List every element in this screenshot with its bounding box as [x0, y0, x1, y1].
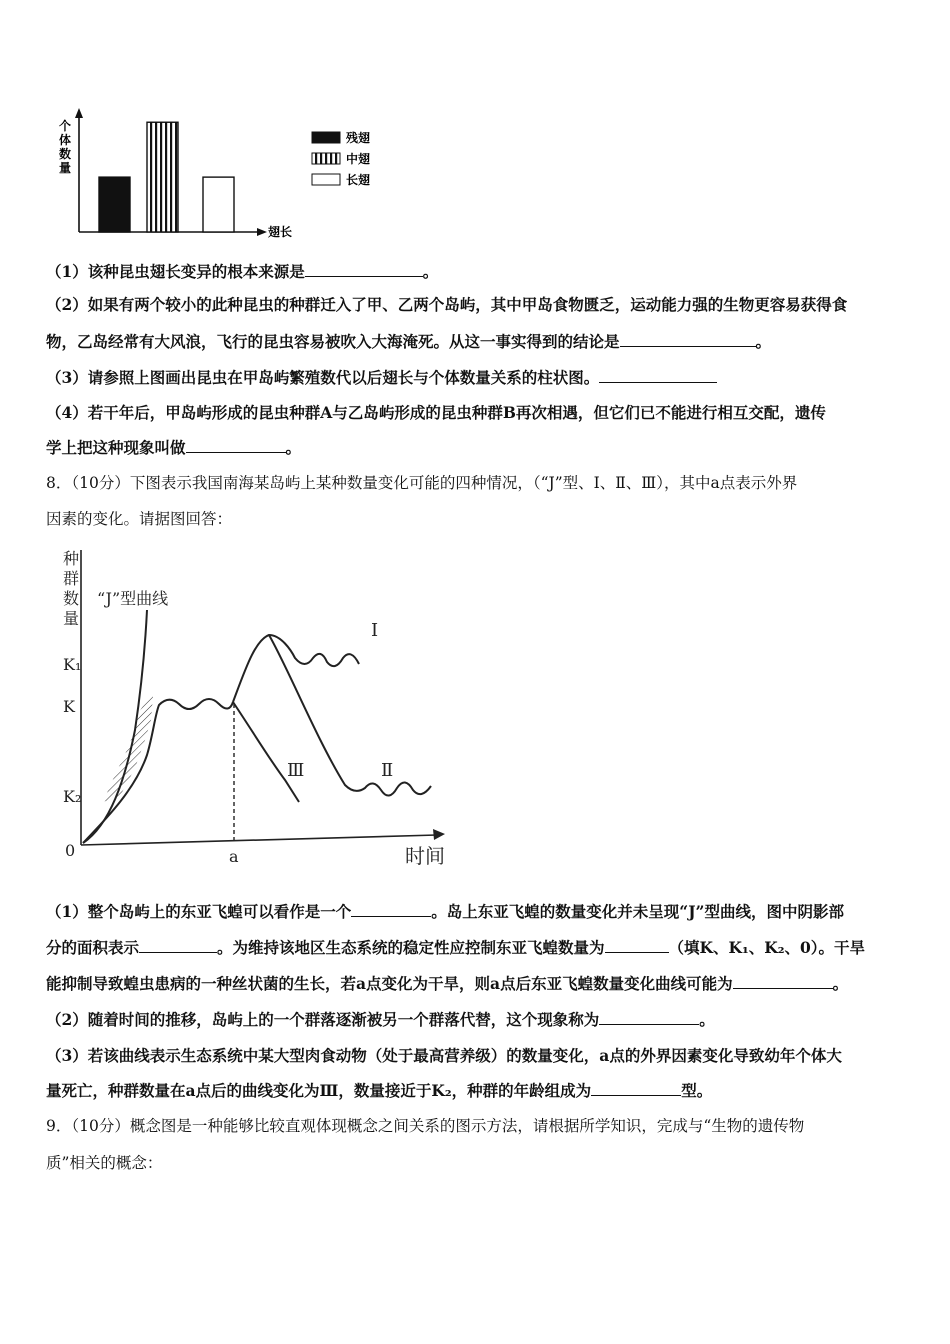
shaded-area	[103, 696, 153, 802]
y-axis-label-char: 个	[58, 119, 72, 133]
answer-blank[interactable]	[599, 368, 717, 383]
legend-swatch-vestigial	[312, 132, 340, 143]
q8-heading-line2: 因素的变化。请据图回答：	[46, 510, 233, 528]
q8-part1-line3: 能抑制导致蝗虫患病的一种丝状菌的生长，若a点变化为干旱，则a点后东亚飞蝗数量变化曲线可能为 。	[46, 974, 849, 993]
q8-part3-line2: 量死亡，种群数量在a点后的曲线变化为Ⅲ，数量接近于K₂，种群的年龄组成为 型。	[46, 1081, 713, 1100]
k1-label: K₁	[63, 655, 82, 674]
bar-vestigial	[99, 177, 130, 232]
answer-blank[interactable]	[351, 902, 431, 917]
q8-part1-line1: （1）整个岛屿上的东亚飞蝗可以看作是一个 。岛上东亚飞蝗的数量变化并未呈现“J”型曲线，图中阴影部	[46, 902, 844, 921]
s-curve	[83, 699, 233, 843]
curve-label-II: Ⅱ	[381, 760, 394, 781]
q8-heading-line1: 8．（10分）下图表示我国南海某岛屿上某种数量变化可能的四种情况，（“J”型、Ⅰ、Ⅱ、Ⅲ），其中a点表示外界	[46, 474, 798, 492]
y-label-char: 数	[63, 589, 80, 608]
q7-part1: （1）该种昆虫翅长变异的根本来源是 。	[46, 262, 439, 281]
y-axis-arrow	[75, 108, 83, 118]
answer-blank[interactable]	[139, 938, 217, 953]
answer-blank[interactable]	[591, 1081, 681, 1096]
origin-label: 0	[65, 841, 76, 860]
q7-part4-line1: （4）若干年后，甲岛屿形成的昆虫种群A与乙岛屿形成的昆虫种群B再次相遇，但它们已不能进行相互交配，遗传	[46, 403, 826, 422]
answer-blank[interactable]	[733, 974, 833, 989]
y-label-char: 量	[63, 609, 80, 628]
x-axis-arrow	[433, 829, 445, 840]
q7-part2-line1: （2）如果有两个较小的此种昆虫的种群迁入了甲、乙两个岛屿，其中甲岛食物匮乏，运动能力强的生物更容易获得食	[46, 295, 848, 314]
x-axis	[81, 835, 437, 845]
answer-blank[interactable]	[305, 262, 423, 277]
q7-part4-line2: 学上把这种现象叫做 。	[46, 438, 302, 457]
legend-label-medium: 中翅	[346, 152, 371, 166]
legend-swatch-medium	[312, 153, 340, 164]
bar-medium	[147, 122, 178, 232]
answer-blank[interactable]	[620, 332, 756, 347]
answer-blank[interactable]	[599, 1010, 699, 1025]
curve-label-III: Ⅲ	[287, 760, 305, 781]
q7-part3: （3）请参照上图画出昆虫在甲岛屿繁殖数代以后翅长与个体数量关系的柱状图。	[46, 368, 916, 388]
population-curve-graph	[55, 540, 455, 870]
q7-part2-line2: 物，乙岛经常有大风浪，飞行的昆虫容易被吹入大海淹死。从这一事实得到的结论是 。	[46, 332, 772, 351]
k-label: K	[63, 697, 75, 716]
x-axis-label: 时间	[405, 844, 445, 868]
q9-heading-line2: 质”相关的概念：	[46, 1154, 163, 1172]
answer-blank[interactable]	[186, 438, 286, 453]
legend	[312, 130, 370, 187]
q8-part2: （2）随着时间的推移，岛屿上的一个群落逐渐被另一个群落代替，这个现象称为 。	[46, 1010, 715, 1029]
y-axis-label-char: 体	[58, 133, 72, 147]
y-label-char: 种	[63, 549, 80, 568]
x-axis-label: 翅长	[268, 225, 293, 239]
legend-label-long: 长翅	[346, 173, 371, 187]
curve-label-I: Ⅰ	[371, 620, 379, 641]
q8-part1-line2: 分的面积表示 。为维持该地区生态系统的稳定性应控制东亚飞蝗数量为 （填K、K₁、K₂、0）。干旱	[46, 938, 866, 957]
y-axis-label-char: 量	[58, 161, 72, 175]
q9-heading-line1: 9．（10分）概念图是一种能够比较直观体现概念之间关系的图示方法，请根据所学知识，完成与“生物的遗传物	[46, 1117, 805, 1135]
wing-length-bar-chart	[55, 100, 395, 250]
y-label-char: 群	[63, 569, 80, 588]
curve-III	[233, 702, 299, 802]
curve-I	[233, 635, 359, 702]
legend-label-vestigial: 残翅	[346, 131, 371, 145]
legend-swatch-long	[312, 174, 340, 185]
k2-label: K₂	[63, 787, 82, 806]
y-axis-label-char: 数	[58, 147, 72, 161]
bar-long	[203, 177, 234, 232]
y-axis-label	[59, 118, 71, 175]
x-axis-arrow	[257, 228, 267, 236]
j-curve-label: “J”型曲线	[97, 589, 169, 608]
q8-part3-line1: （3）若该曲线表示生态系统中某大型肉食动物（处于最高营养级）的数量变化，a点的外界因素变化导致幼年个体大	[46, 1046, 842, 1065]
a-point-label: a	[229, 847, 239, 866]
answer-blank[interactable]	[605, 938, 669, 953]
